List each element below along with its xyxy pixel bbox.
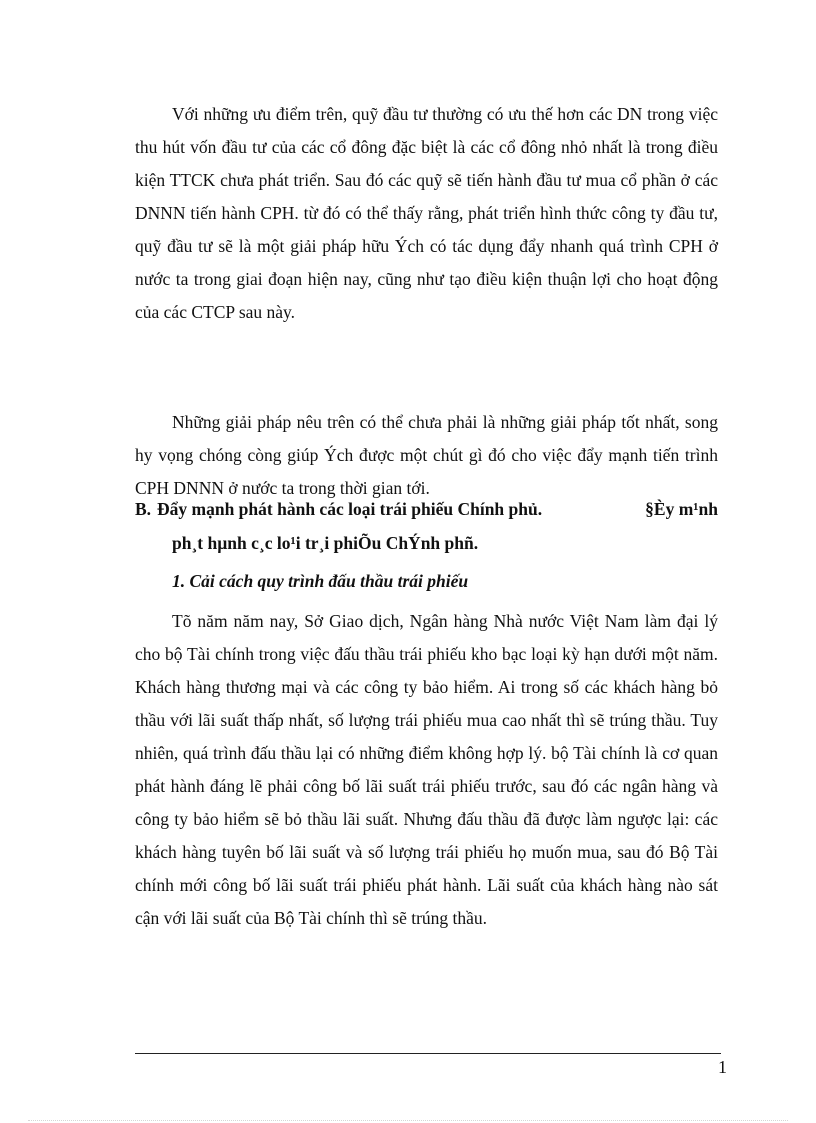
section-title-legacy-encoding-continued: ph¸t hµnh c¸c lo¹i tr¸i phiÕu ChÝnh phñ. <box>172 533 479 553</box>
paragraph-investment-funds <box>135 98 718 329</box>
section-title-legacy-encoding: §Èy m¹nh <box>645 499 718 519</box>
page-bottom-edge <box>28 1120 788 1121</box>
footer-divider <box>135 1053 721 1054</box>
paragraph-text: Với những ưu điểm trên, quỹ đầu tư thường có ưu thế hơn các DN trong việc thu hút vốn đầu tư của các cổ đông đặc biệt là các cổ đông nhỏ nhất là trong điều kiện TTCK chưa phát triển. Sau đó các quỹ sẽ tiến hành đầu tư mua cổ phần ở các DNNN tiến hành CPH. từ đó có thể thấy rằng, phát triển hình thức công ty đầu tư, quỹ đầu tư sẽ là một giải pháp hữu Ých có tác dụng đẩy nhanh quá trình CPH ở nước ta trong giai đoạn hiện nay, cũng như tạo điều kiện thuận lợi cho hoạt động của các CTCP sau này. <box>135 104 718 322</box>
subsection-heading-1: 1. Cải cách quy trình đấu thầu trái phiếu <box>172 571 469 591</box>
paragraph-text: Tõ năm năm nay, Sở Giao dịch, Ngân hàng Nhà nước Việt Nam làm đại lý cho bộ Tài chính trong việc đấu thầu trái phiếu kho bạc loại kỳ hạn dưới một năm. Khách hàng thương mại và các công ty bảo hiểm. Ai trong số các khách hàng bỏ thầu với lãi suất thấp nhất, số lượng trái phiếu mua cao nhất thì sẽ trúng thầu. Tuy nhiên, quá trình đấu thầu lại có những điểm không hợp lý. bộ Tài chính là cơ quan phát hành đáng lẽ phải công bố lãi suất trái phiếu trước, sau đó các ngân hàng và công ty bảo hiểm sẽ bỏ thầu lãi suất. Nhưng đấu thầu đã được làm ngược lại: các khách hàng tuyên bố lãi suất và số lượng trái phiếu họ muốn mua, sau đó Bộ Tài chính mới công bố lãi suất trái phiếu phát hành. Lãi suất của khách hàng nào sát cận với lãi suất của Bộ Tài chính thì sẽ trúng thầu. <box>135 611 718 928</box>
paragraph-text: Những giải pháp nêu trên có thể chưa phải là những giải pháp tốt nhất, song hy vọng chóng còng giúp Ých được một chút gì đó cho việc đẩy mạnh tiến trình CPH DNNN ở nước ta trong thời gian tới. <box>135 412 718 498</box>
section-label: B. <box>135 499 152 519</box>
paragraph-bond-auction <box>135 605 718 935</box>
page-number: 1 <box>718 1057 727 1077</box>
section-title: Đẩy mạnh phát hành các loại trái phiếu Chính phủ. <box>157 499 543 519</box>
section-heading-b <box>135 492 718 560</box>
paragraph-conclusion <box>135 406 718 505</box>
